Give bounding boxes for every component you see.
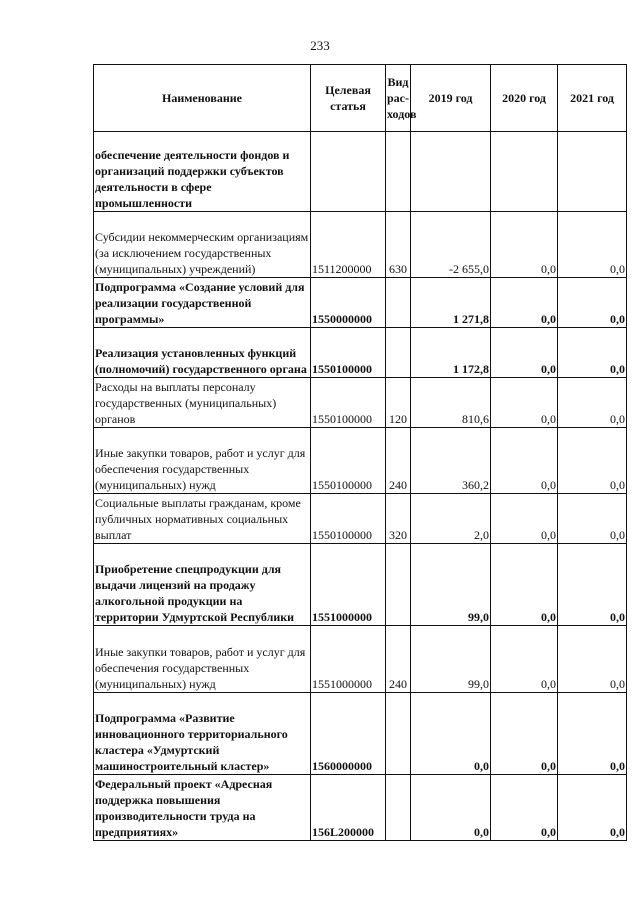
row-name: Иные закупки товаров, работ и услуг для обеспечения государственных (муниципальных) нужд	[94, 626, 311, 693]
table-row	[94, 428, 627, 494]
table-row	[94, 626, 627, 693]
row-type	[386, 132, 411, 212]
row-2021: 0,0	[558, 378, 627, 428]
header-2021: 2021 год	[558, 65, 627, 132]
table-row	[94, 212, 627, 278]
row-2020: 0,0	[491, 428, 558, 494]
row-code: 1550100000	[311, 428, 386, 494]
table-row	[94, 544, 627, 626]
row-2020	[491, 132, 558, 212]
row-2019: 1 172,8	[411, 328, 491, 378]
row-type	[386, 544, 411, 626]
row-2019: 0,0	[411, 775, 491, 841]
row-2019: -2 655,0	[411, 212, 491, 278]
row-2020: 0,0	[491, 544, 558, 626]
row-2021: 0,0	[558, 544, 627, 626]
row-code: 1550000000	[311, 278, 386, 328]
table-row	[94, 378, 627, 428]
row-2020: 0,0	[491, 328, 558, 378]
row-type: 120	[386, 378, 411, 428]
row-name: Социальные выплаты гражданам, кроме публичных нормативных социальных выплат	[94, 494, 311, 544]
row-2020: 0,0	[491, 494, 558, 544]
row-type: 320	[386, 494, 411, 544]
row-code: 1550100000	[311, 378, 386, 428]
table-row	[94, 693, 627, 775]
row-2020: 0,0	[491, 212, 558, 278]
row-type: 630	[386, 212, 411, 278]
row-2019: 0,0	[411, 693, 491, 775]
row-2019: 99,0	[411, 626, 491, 693]
row-2020: 0,0	[491, 626, 558, 693]
header-type: Вид рас-ходов	[386, 65, 411, 132]
header-name: Наименование	[94, 65, 311, 132]
row-name: обеспечение деятельности фондов и организаций поддержки субъектов деятельности в сфере промышленности	[94, 132, 311, 212]
row-2020: 0,0	[491, 378, 558, 428]
row-name: Расходы на выплаты персоналу государственных (муниципальных) органов	[94, 378, 311, 428]
row-2021: 0,0	[558, 494, 627, 544]
row-name: Иные закупки товаров, работ и услуг для обеспечения государственных (муниципальных) нужд	[94, 428, 311, 494]
header-code: Целевая статья	[311, 65, 386, 132]
row-2021: 0,0	[558, 212, 627, 278]
table-row	[94, 328, 627, 378]
row-type	[386, 693, 411, 775]
header-row	[94, 65, 627, 132]
table-row	[94, 278, 627, 328]
row-2021: 0,0	[558, 328, 627, 378]
row-2019: 2,0	[411, 494, 491, 544]
row-name: Субсидии некоммерческим организациям (за исключением государственных (муниципальных) учреждений)	[94, 212, 311, 278]
row-2021: 0,0	[558, 278, 627, 328]
row-2021: 0,0	[558, 775, 627, 841]
row-code: 1511200000	[311, 212, 386, 278]
row-code: 1550100000	[311, 494, 386, 544]
row-2019: 99,0	[411, 544, 491, 626]
row-2021: 0,0	[558, 693, 627, 775]
row-code: 1551000000	[311, 544, 386, 626]
row-2019	[411, 132, 491, 212]
row-name: Приобретение спецпродукции для выдачи лицензий на продажу алкогольной продукции на территории Удмуртской Республики	[94, 544, 311, 626]
row-2021: 0,0	[558, 626, 627, 693]
row-type: 240	[386, 428, 411, 494]
row-code: 1550100000	[311, 328, 386, 378]
row-2019: 360,2	[411, 428, 491, 494]
page-number: 233	[310, 38, 330, 53]
row-name: Федеральный проект «Адресная поддержка повышения производительности труда на предприятиях»	[94, 775, 311, 841]
budget-table	[93, 64, 627, 841]
row-name: Подпрограмма «Создание условий для реализации государственной программы»	[94, 278, 311, 328]
row-code: 1560000000	[311, 693, 386, 775]
row-code: 156L200000	[311, 775, 386, 841]
row-type	[386, 328, 411, 378]
table-row	[94, 494, 627, 544]
header-2019: 2019 год	[411, 65, 491, 132]
header-2020: 2020 год	[491, 65, 558, 132]
row-2019: 810,6	[411, 378, 491, 428]
row-type	[386, 278, 411, 328]
row-name: Реализация установленных функций (полномочий) государственного органа	[94, 328, 311, 378]
row-2021: 0,0	[558, 428, 627, 494]
row-2019: 1 271,8	[411, 278, 491, 328]
row-code: 1551000000	[311, 626, 386, 693]
row-type: 240	[386, 626, 411, 693]
row-2020: 0,0	[491, 278, 558, 328]
row-2021	[558, 132, 627, 212]
row-name: Подпрограмма «Развитие инновационного территориального кластера «Удмуртский машиностроительный кластер»	[94, 693, 311, 775]
row-2020: 0,0	[491, 693, 558, 775]
table-row	[94, 775, 627, 841]
table-row	[94, 132, 627, 212]
row-code	[311, 132, 386, 212]
row-2020: 0,0	[491, 775, 558, 841]
row-type	[386, 775, 411, 841]
